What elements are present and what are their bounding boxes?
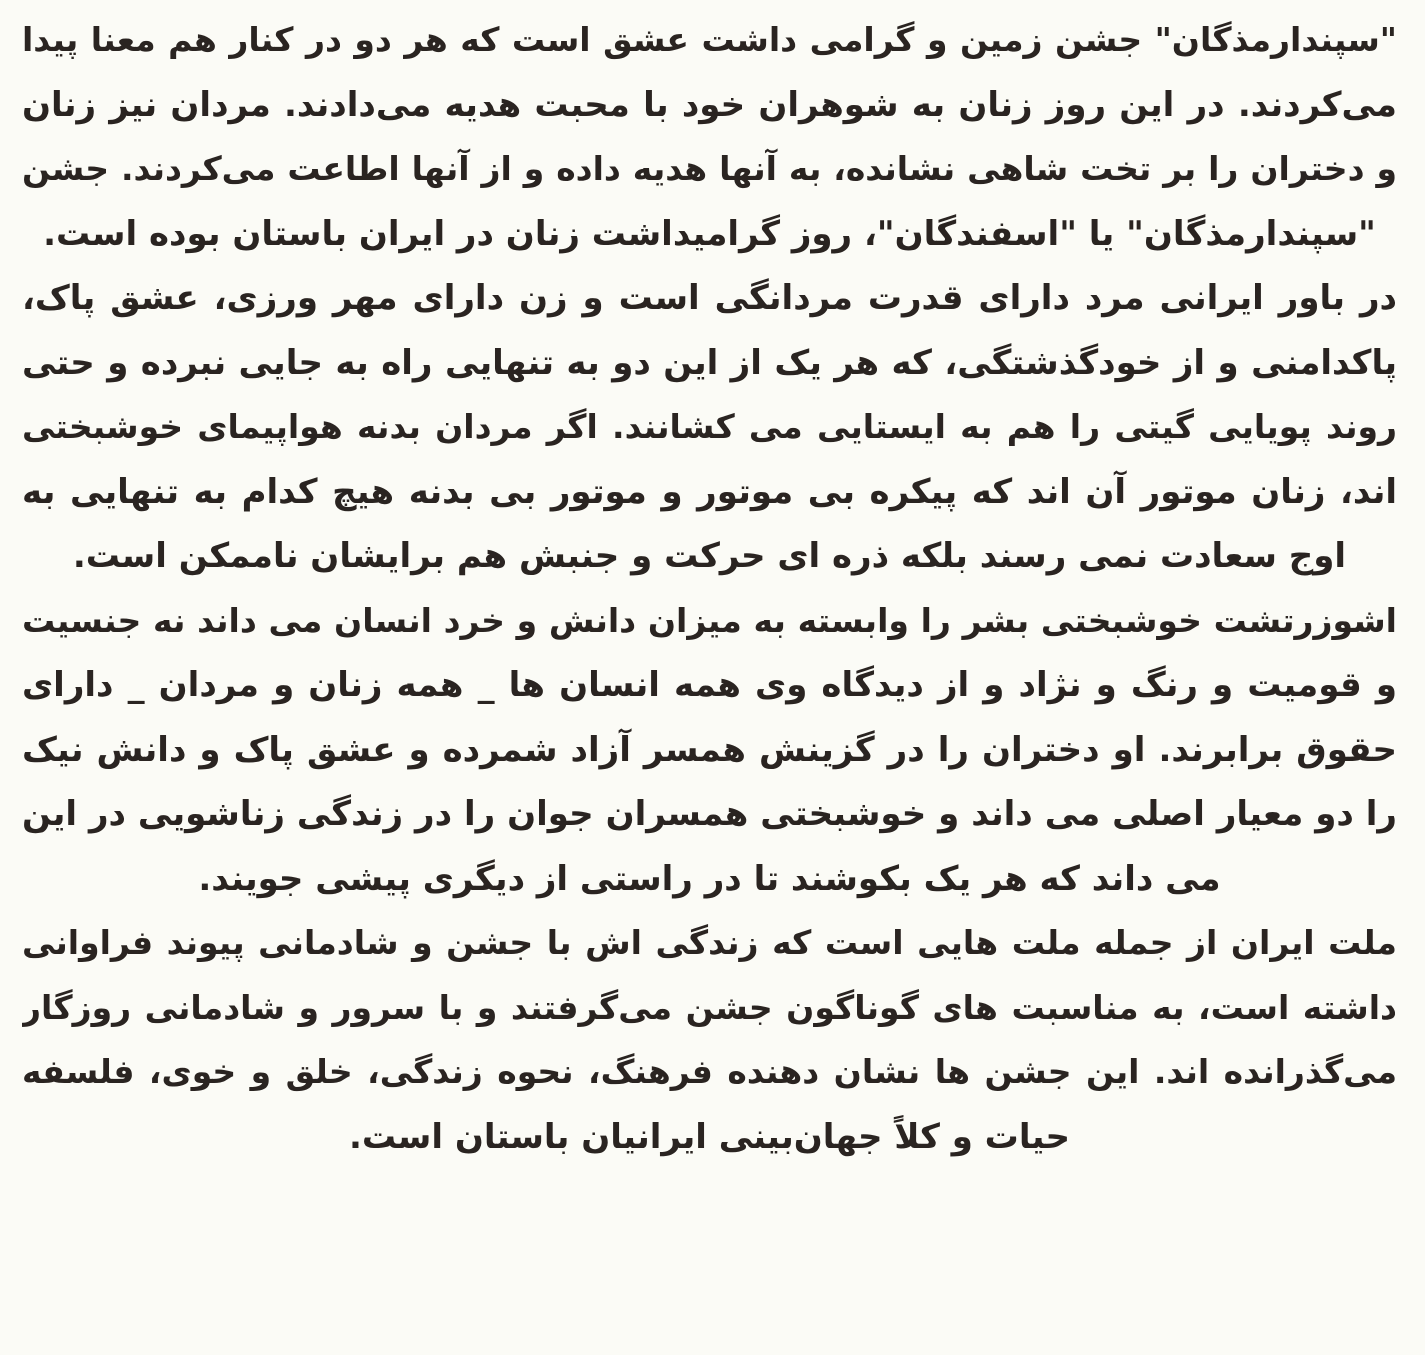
- paragraph-iranian-belief: [22, 266, 1397, 589]
- text-line: را دو معیار اصلی می داند و خوشبختی همسران جوان را در زندگی زناشویی در این: [22, 794, 1397, 834]
- text-line: پاکدامنی و از خودگذشتگی، که هر یک از این دو به تنهایی راه به جایی نبرده و حتی: [22, 342, 1397, 383]
- text-line: می‌کردند. در این روز زنان به شوهران خود با محبت هدیه می‌دادند. مردان نیز زنان: [22, 84, 1397, 125]
- text-line: داشته است، به مناسبت های گوناگون جشن می‌گرفتند و با سرور و شادمانی روزگار: [22, 987, 1397, 1027]
- text-line: اوج سعادت نمی رسند بلکه ذره ای حرکت و جنبش هم برایشان ناممکن است.: [72, 536, 1347, 576]
- text-line: و قومیت و رنگ و نژاد و از دیدگاه وی همه انسان ها _ همه زنان و مردان _ دارای: [22, 665, 1397, 705]
- text-line: حیات و کلاً جهان‌بینی ایرانیان باستان است.: [348, 1116, 1070, 1157]
- text-line: اند، زنان موتور آن اند که پیکره بی موتور و موتور بی بدنه هیچ کدام به تنهایی به: [22, 471, 1397, 512]
- paragraph-sepandarmazgan: [22, 8, 1397, 266]
- text-line: در باور ایرانی مرد دارای قدرت مردانگی است و زن دارای مهر ورزی، عشق پاک،: [22, 278, 1397, 318]
- text-line: ملت ایران از جمله ملت هایی است که زندگی اش با جشن و شادمانی پیوند فراوانی: [22, 923, 1397, 962]
- text-line: و دختران را بر تخت شاهی نشانده، به آنها هدیه داده و از آنها اطاعت می‌کردند. جشن: [22, 149, 1397, 188]
- text-line: می داند که هر یک بکوشند تا در راستی از دیگری پیشی جویند.: [198, 858, 1221, 899]
- paragraph-zoroaster: [22, 589, 1397, 912]
- text-line: روند پویایی گیتی را هم به ایستایی می کشانند. اگر مردان بدنه هواپیمای خوشبختی: [22, 407, 1397, 446]
- text-line: "سپندارمذگان" یا "اسفندگان"، روز گرامیداشت زنان در ایران باستان بوده است.: [43, 213, 1376, 254]
- text-line: می‌گذرانده اند. این جشن ها نشان دهنده فرهنگ، نحوه زندگی، خلق و خوی، فلسفه: [22, 1052, 1397, 1091]
- text-line: حقوق برابرند. او دختران را در گزینش همسر آزاد شمرده و عشق پاک و دانش نیک: [22, 729, 1397, 770]
- text-line: اشوزرتشت خوشبختی بشر را وابسته به میزان دانش و خرد انسان می داند نه جنسیت: [22, 600, 1397, 640]
- text-line: "سپندارمذگان" جشن زمین و گرامی داشت عشق است که هر دو در کنار هم معنا پیدا: [22, 20, 1397, 59]
- paragraph-iranian-nation: [22, 911, 1397, 1169]
